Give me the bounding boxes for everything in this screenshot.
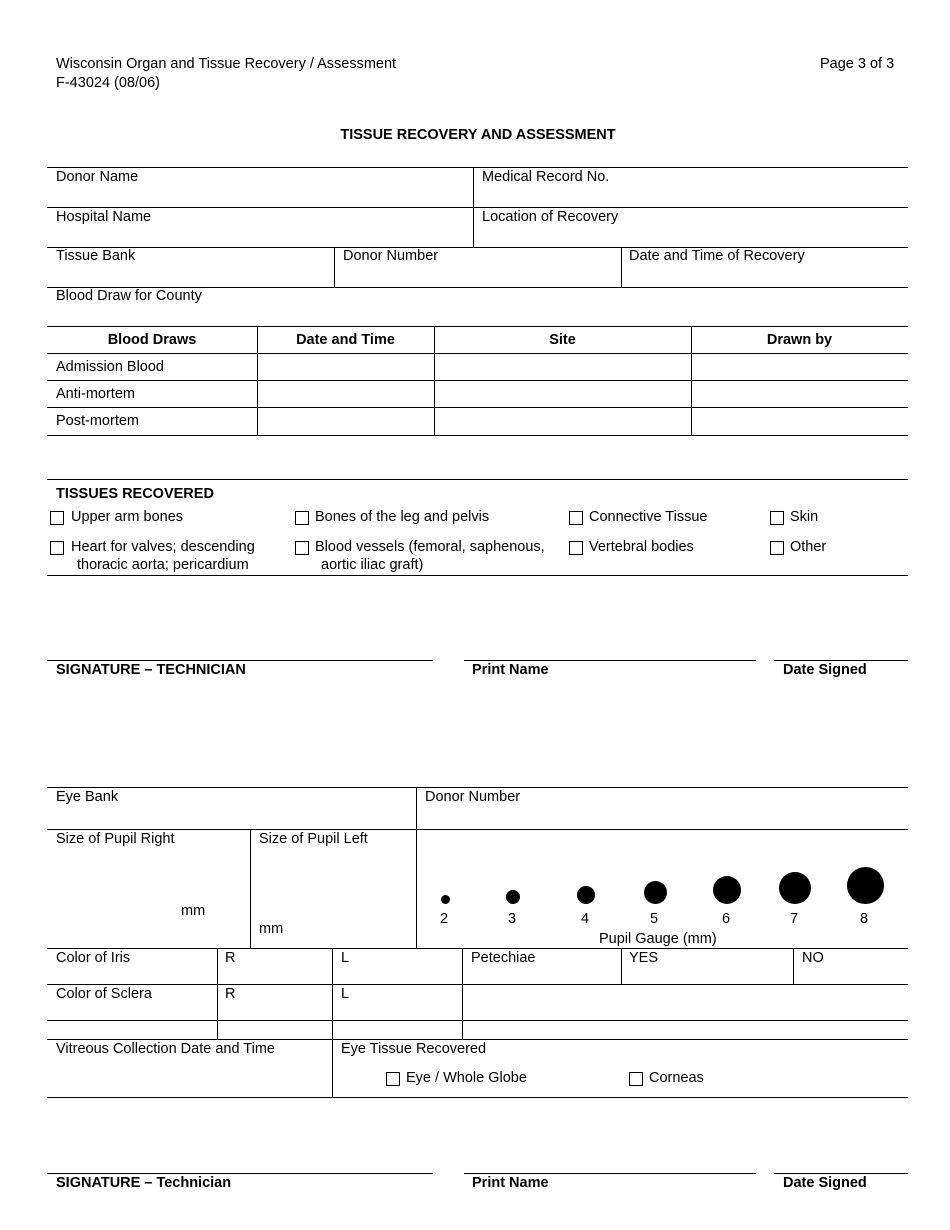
corneas-checkbox[interactable] (629, 1072, 643, 1086)
table-row: Anti-mortem (56, 386, 135, 402)
blood-draw-county-field[interactable]: Blood Draw for County (56, 288, 202, 304)
date-time-header: Date and Time (296, 332, 395, 348)
site-header: Site (549, 332, 576, 348)
heart-valves-checkbox[interactable] (50, 541, 64, 555)
petechiae-yes[interactable]: YES (629, 950, 659, 966)
pupil-gauge-label: 8 (860, 911, 869, 927)
pupil-gauge-label: 5 (650, 911, 659, 927)
connective-tissue-checkbox[interactable] (569, 511, 583, 525)
pupil-gauge-title: Pupil Gauge (mm) (599, 931, 717, 947)
tissue-bank-field[interactable]: Tissue Bank (56, 248, 136, 264)
technician-signature-line-2[interactable] (47, 1173, 433, 1174)
heart-valves-label: Heart for valves; descending (71, 539, 255, 555)
form-number: F-43024 (08/06) (56, 75, 160, 91)
petechiae-no[interactable]: NO (802, 950, 824, 966)
skin-label: Skin (790, 509, 819, 525)
pupil-right-field[interactable]: Size of Pupil Right (56, 831, 175, 847)
pupil-dot-5 (644, 881, 667, 904)
blood-draws-header: Blood Draws (107, 332, 197, 348)
page-number: Page 3 of 3 (820, 56, 895, 72)
whole-globe-label: Eye / Whole Globe (406, 1070, 527, 1086)
form-title: Wisconsin Organ and Tissue Recovery / Assessment (56, 56, 397, 72)
section-title: TISSUE RECOVERY AND ASSESSMENT (340, 127, 616, 143)
sclera-right-field[interactable]: R (225, 986, 236, 1002)
vitreous-collection-field[interactable]: Vitreous Collection Date and Time (56, 1041, 275, 1057)
bones-leg-checkbox[interactable] (295, 511, 309, 525)
location-recovery-field[interactable]: Location of Recovery (482, 209, 619, 225)
iris-right-field[interactable]: R (225, 950, 236, 966)
petechiae-label: Petechiae (471, 950, 536, 966)
color-sclera-label: Color of Sclera (56, 986, 152, 1002)
bones-leg-label: Bones of the leg and pelvis (315, 509, 490, 525)
pupil-dot-8 (847, 867, 884, 904)
pupil-dot-4 (577, 886, 595, 904)
pupil-gauge-label: 6 (722, 911, 731, 927)
technician-signature-line[interactable] (47, 660, 433, 661)
pupil-gauge-label: 7 (790, 911, 799, 927)
pupil-left-unit: mm (259, 921, 284, 937)
date-signed-line-2[interactable] (774, 1173, 908, 1174)
print-name-label: Print Name (472, 662, 549, 678)
eye-bank-field[interactable]: Eye Bank (56, 789, 119, 805)
pupil-left-field[interactable]: Size of Pupil Left (259, 831, 368, 847)
vertebral-bodies-checkbox[interactable] (569, 541, 583, 555)
blood-vessels-checkbox[interactable] (295, 541, 309, 555)
medical-record-field[interactable]: Medical Record No. (482, 169, 610, 185)
other-checkbox[interactable] (770, 541, 784, 555)
date-signed-line[interactable] (774, 660, 908, 661)
drawn-by-header: Drawn by (766, 332, 833, 348)
blood-vessels-label: Blood vessels (femoral, saphenous, (315, 539, 545, 555)
print-name-line[interactable] (464, 660, 756, 661)
pupil-dot-3 (506, 890, 520, 904)
pupil-right-unit: mm (181, 903, 206, 919)
vertebral-bodies-label: Vertebral bodies (589, 539, 694, 555)
pupil-gauge-label: 3 (508, 911, 517, 927)
heart-valves-label-cont: thoracic aorta; pericardium (77, 557, 249, 573)
donor-number-field[interactable]: Donor Number (343, 248, 439, 264)
whole-globe-checkbox[interactable] (386, 1072, 400, 1086)
print-name-label-2: Print Name (472, 1175, 549, 1191)
upper-arm-checkbox[interactable] (50, 511, 64, 525)
donor-name-field[interactable]: Donor Name (56, 169, 139, 185)
eye-tissue-recovered-label: Eye Tissue Recovered (341, 1041, 487, 1057)
signature-technician-label: SIGNATURE – TECHNICIAN (56, 662, 246, 678)
date-time-recovery-field[interactable]: Date and Time of Recovery (629, 248, 805, 264)
date-signed-label-2: Date Signed (783, 1175, 867, 1191)
sclera-left-field[interactable]: L (341, 986, 350, 1002)
color-iris-label: Color of Iris (56, 950, 131, 966)
pupil-dot-6 (713, 876, 741, 904)
upper-arm-label: Upper arm bones (71, 509, 184, 525)
table-row: Admission Blood (56, 359, 164, 375)
pupil-gauge-label: 2 (440, 911, 449, 927)
hospital-name-field[interactable]: Hospital Name (56, 209, 152, 225)
skin-checkbox[interactable] (770, 511, 784, 525)
pupil-gauge-label: 4 (581, 911, 590, 927)
eye-donor-number-field[interactable]: Donor Number (425, 789, 521, 805)
tissues-recovered-title: TISSUES RECOVERED (56, 486, 214, 502)
connective-tissue-label: Connective Tissue (589, 509, 708, 525)
corneas-label: Corneas (649, 1070, 704, 1086)
other-label: Other (790, 539, 827, 555)
signature-technician-label-2: SIGNATURE – Technician (56, 1175, 232, 1191)
pupil-dot-2 (441, 895, 450, 904)
date-signed-label: Date Signed (783, 662, 867, 678)
blood-vessels-label-cont: aortic iliac graft) (321, 557, 424, 573)
print-name-line-2[interactable] (464, 1173, 756, 1174)
table-row: Post-mortem (56, 413, 139, 429)
pupil-dot-7 (779, 872, 811, 904)
iris-left-field[interactable]: L (341, 950, 350, 966)
